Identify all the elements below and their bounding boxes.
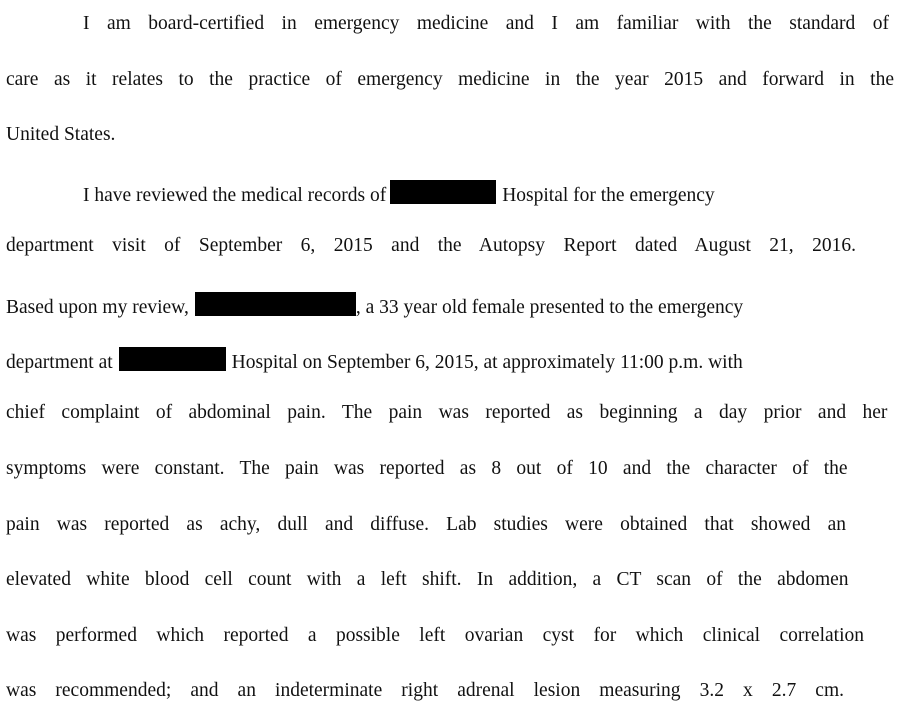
paragraph-2-line-1	[83, 180, 715, 206]
line-3-text-start: Based upon my review,	[6, 297, 189, 318]
paragraph-1-line-1: I am board-certified in emergency medicine and I am familiar with the standard of	[83, 13, 889, 34]
line-1-text-end: Hospital for the emergency	[502, 185, 715, 206]
paragraph-2-line-5: chief complaint of abdominal pain. The pain was reported as beginning a day prior and her	[6, 402, 888, 423]
line-4-text-end: Hospital on September 6, 2015, at approximately 11:00 p.m. with	[231, 352, 743, 373]
line-4-text-start: department at	[6, 352, 113, 373]
paragraph-2-line-4	[6, 347, 743, 373]
redacted-hospital-name	[119, 347, 226, 371]
paragraph-1-line-2: care as it relates to the practice of emergency medicine in the year 2015 and forward in the	[6, 69, 894, 90]
paragraph-2-line-9: was performed which reported a possible left ovarian cyst for which clinical correlation	[6, 625, 864, 646]
paragraph-2-line-7: pain was reported as achy, dull and diffuse. Lab studies were obtained that showed an	[6, 514, 846, 535]
line-1-text-start: I have reviewed the medical records of	[83, 185, 387, 206]
redacted-hospital-name	[390, 180, 496, 204]
line-3-text-end: , a 33 year old female presented to the emergency	[355, 297, 744, 318]
paragraph-2-line-6: symptoms were constant. The pain was reported as 8 out of 10 and the character of the	[6, 458, 848, 479]
paragraph-2-line-8: elevated white blood cell count with a left shift. In addition, a CT scan of the abdomen	[6, 569, 849, 590]
paragraph-2-line-10: was recommended; and an indeterminate right adrenal lesion measuring 3.2 x 2.7 cm.	[6, 680, 844, 701]
paragraph-1-line-3: United States.	[6, 124, 116, 145]
redacted-patient-name	[195, 292, 356, 316]
paragraph-2-line-2: department visit of September 6, 2015 and the Autopsy Report dated August 21, 2016.	[6, 235, 856, 256]
paragraph-2-line-3	[6, 292, 743, 318]
